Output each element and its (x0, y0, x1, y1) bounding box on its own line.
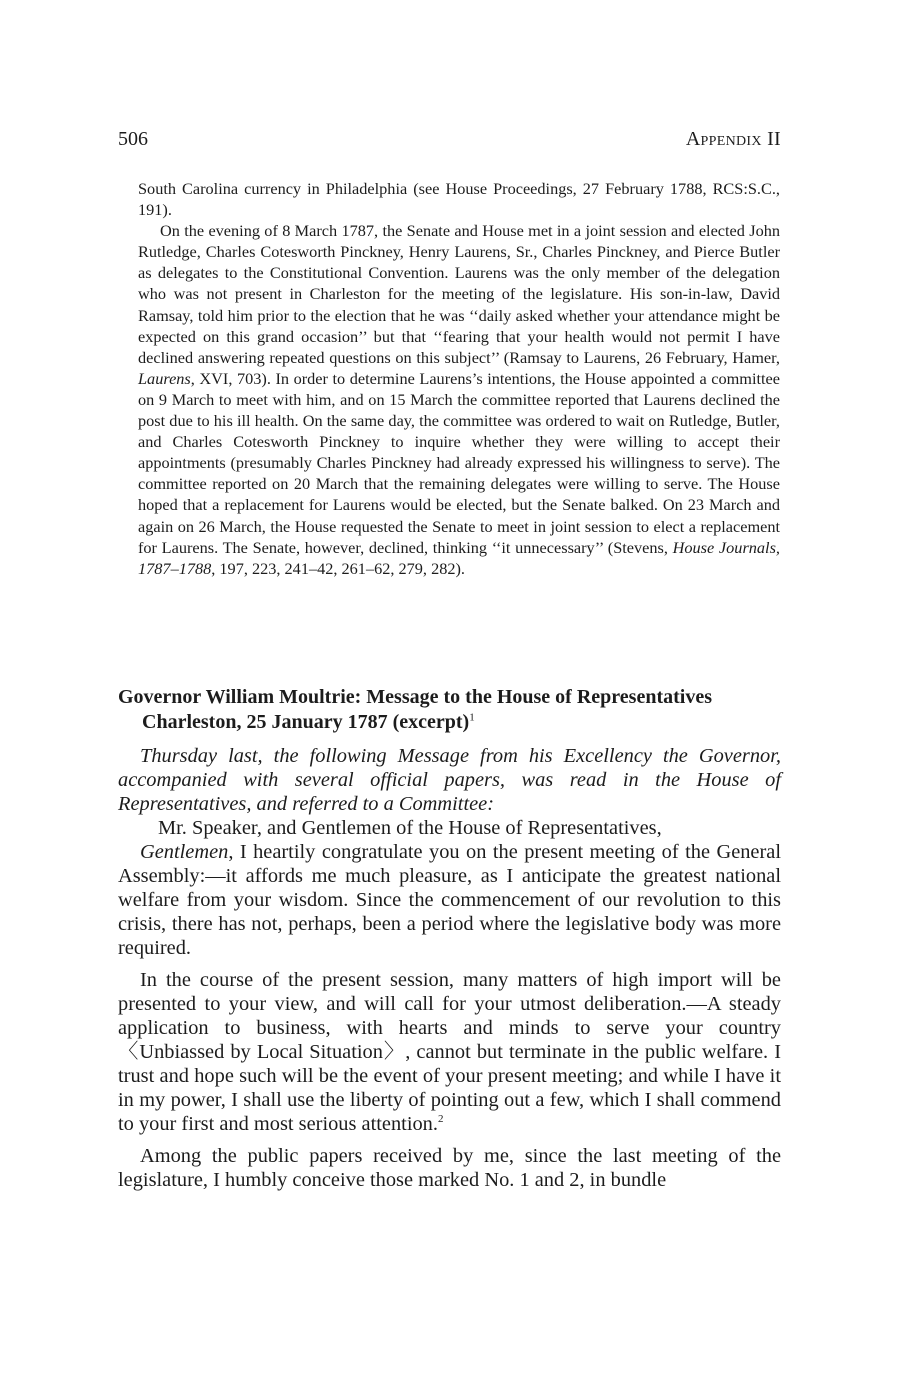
running-head: Appendix II (685, 128, 781, 150)
footnote-marker: 1 (469, 711, 475, 724)
headnote-text: South Carolina currency in Philadelphia (see House Proceedings, 27 February 1788, RCS:S.C., 191). (138, 179, 780, 220)
body-paragraph-1 (118, 840, 781, 960)
document-title-line-2 (118, 710, 781, 735)
paragraph-text: , I heartily congratulate you on the present meeting of the General Assembly:—it affords me much pleasure, as I anticipate the greatest national welfare from your wisdom. Since the commencement of our revolution to this crisis, there has not, perhaps, been a period where the legislative body was more required. (118, 841, 781, 959)
citation-title: Laurens (138, 368, 191, 388)
headnote-text: On the evening of 8 March 1787, the Senate and House met in a joint session and elected John Rutledge, Charles Cotesworth Pinckney, Henry Laurens, Sr., Charles Pinckney, and Pierce Butler as delegates to the Constitutional Convention. Laurens was the only member of the delegation who was not present in Charleston for the meeting of the legislature. His son-in-law, David Ramsay, told him prior to the election that he was ‘‘daily asked whether your attendance might be expected on this grand occasion’’ but that ‘‘fearing that your health would not permit I have declined answering repeated questions on this subject’’ (Ramsay to Laurens, 26 February, Hamer, (138, 221, 780, 367)
editorial-intro: Thursday last, the following Message from his Excellency the Governor, accompanied with several official papers, was read in the House of Representatives, and referred to a Committee: (118, 745, 781, 815)
footnote-marker: 2 (437, 1113, 444, 1126)
document-title-line-1: Governor William Moultrie: Message to the House of Representatives (118, 686, 712, 708)
headnote-text: , XVI, 703). In order to determine Laurens’s intentions, the House appointed a committee on 9 March to meet with him, and on 15 March the committee reported that Laurens declined the post due to his ill health. On the same day, the committee was ordered to wait on Rutledge, Butler, and Charles Cotesworth Pinckney to inquire whether they were willing to accept their appointments (presumably Charles Pinckney had already expressed his willingness to serve). The committee reported on 20 March that the remaining delegates were willing to serve. The House hoped that a replacement for Laurens would be elected, but the Senate balked. On 23 March and again on 26 March, the House requested the Senate to meet in joint session to elect a replacement for Laurens. The Senate, however, declined, thinking ‘‘it unnecessary’’ (Stevens, (138, 368, 780, 557)
headnote-text: , 197, 223, 241–42, 261–62, 279, 282). (211, 558, 465, 578)
page-header (118, 128, 781, 158)
headnote (138, 178, 780, 579)
document-body (118, 744, 781, 1192)
salutation: Mr. Speaker, and Gentlemen of the House of Representatives, (158, 817, 662, 839)
document-title-dateline: Charleston, 25 January 1787 (excerpt) (142, 711, 470, 733)
body-paragraph-3 (118, 1144, 781, 1192)
address-word: Gentlemen (140, 841, 229, 863)
paragraph-text: Among the public papers received by me, since the last meeting of the legislature, I humbly conceive those marked No. 1 and 2, in bundle (118, 1145, 781, 1191)
citation-title: House Journals, 1787–1788 (138, 537, 780, 578)
document-heading (118, 685, 781, 735)
headnote-paragraph-2 (138, 220, 780, 579)
paragraph-text: In the course of the present session, many matters of high import will be presented to your view, and will call for your utmost deliberation.—A steady application to business, with hearts and minds to serve your country 〈Unbiassed by Local Situation〉, cannot but terminate in the public welfare. I trust and hope such will be the event of your present meeting; and while I have it in my power, I shall use the liberty of pointing out a few, which I shall commend to your first and most serious attention. (118, 969, 781, 1135)
page-number: 506 (118, 128, 148, 150)
body-paragraph-2 (118, 968, 781, 1136)
headnote-paragraph-1 (138, 178, 780, 220)
